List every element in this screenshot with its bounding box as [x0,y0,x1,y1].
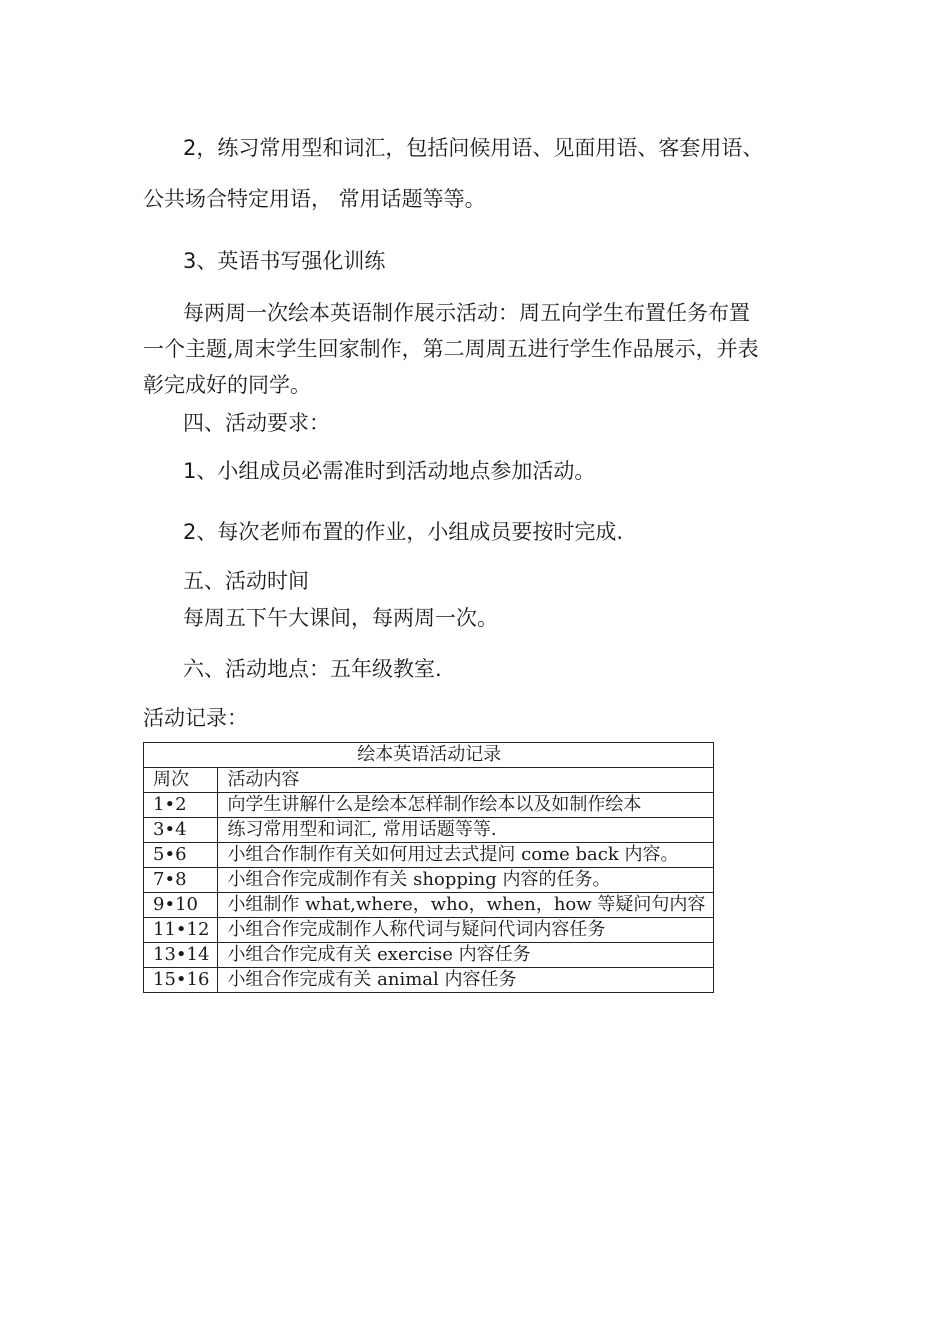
table-row [144,943,714,968]
paragraph-picture-book-line2: 一个主题,周末学生回家制作，第二周周五进行学生作品展示，并表 [143,337,759,361]
content-cell: 小组合作完成制作有关 shopping 内容的任务。 [218,868,714,893]
table-row [144,968,714,993]
week-cell: 5•6 [144,843,218,868]
table-title-row [144,743,714,768]
week-cell: 13•14 [144,943,218,968]
paragraph-practice-line2: 公共场合特定用语， 常用话题等等。 [143,187,486,211]
content-cell: 小组合作完成有关 animal 内容任务 [218,968,714,993]
paragraph-requirement-1: 1、小组成员必需准时到活动地点参加活动。 [183,459,596,483]
table-row [144,843,714,868]
table-row [144,893,714,918]
paragraph-picture-book-line3: 彰完成好的同学。 [143,373,311,397]
heading-activity-time: 五、活动时间 [183,569,309,593]
table-row [144,793,714,818]
content-cell: 小组合作完成有关 exercise 内容任务 [218,943,714,968]
week-cell: 3•4 [144,818,218,843]
content-cell: 练习常用型和词汇, 常用话题等等. [218,818,714,843]
week-cell: 7•8 [144,868,218,893]
paragraph-writing-training: 3、英语书写强化训练 [183,249,386,273]
table-row [144,918,714,943]
week-cell: 1•2 [144,793,218,818]
table-header-row [144,768,714,793]
header-week: 周次 [144,768,218,793]
content-cell: 小组制作 what,where，who，when，how 等疑问句内容 [218,893,714,918]
table-title: 绘本英语活动记录 [144,743,714,768]
activity-record-table [143,742,714,993]
paragraph-requirement-2: 2、每次老师布置的作业，小组成员要按时完成. [183,520,624,544]
week-cell: 9•10 [144,893,218,918]
content-cell: 小组合作制作有关如何用过去式提问 come back 内容。 [218,843,714,868]
week-cell: 11•12 [144,918,218,943]
week-cell: 15•16 [144,968,218,993]
heading-activity-location: 六、活动地点：五年级教室. [183,657,442,681]
paragraph-activity-time: 每周五下午大课间，每两周一次。 [183,606,498,630]
table-row [144,818,714,843]
header-content: 活动内容 [218,768,714,793]
paragraph-picture-book-line1: 每两周一次绘本英语制作展示活动：周五向学生布置任务布置 [183,301,750,325]
paragraph-practice-line1: 2，练习常用型和词汇，包括问候用语、见面用语、客套用语、 [183,136,764,160]
heading-requirements: 四、活动要求： [183,411,330,435]
table-row [144,868,714,893]
label-activity-record: 活动记录： [143,706,248,730]
content-cell: 向学生讲解什么是绘本怎样制作绘本以及如制作绘本 [218,793,714,818]
content-cell: 小组合作完成制作人称代词与疑问代词内容任务 [218,918,714,943]
